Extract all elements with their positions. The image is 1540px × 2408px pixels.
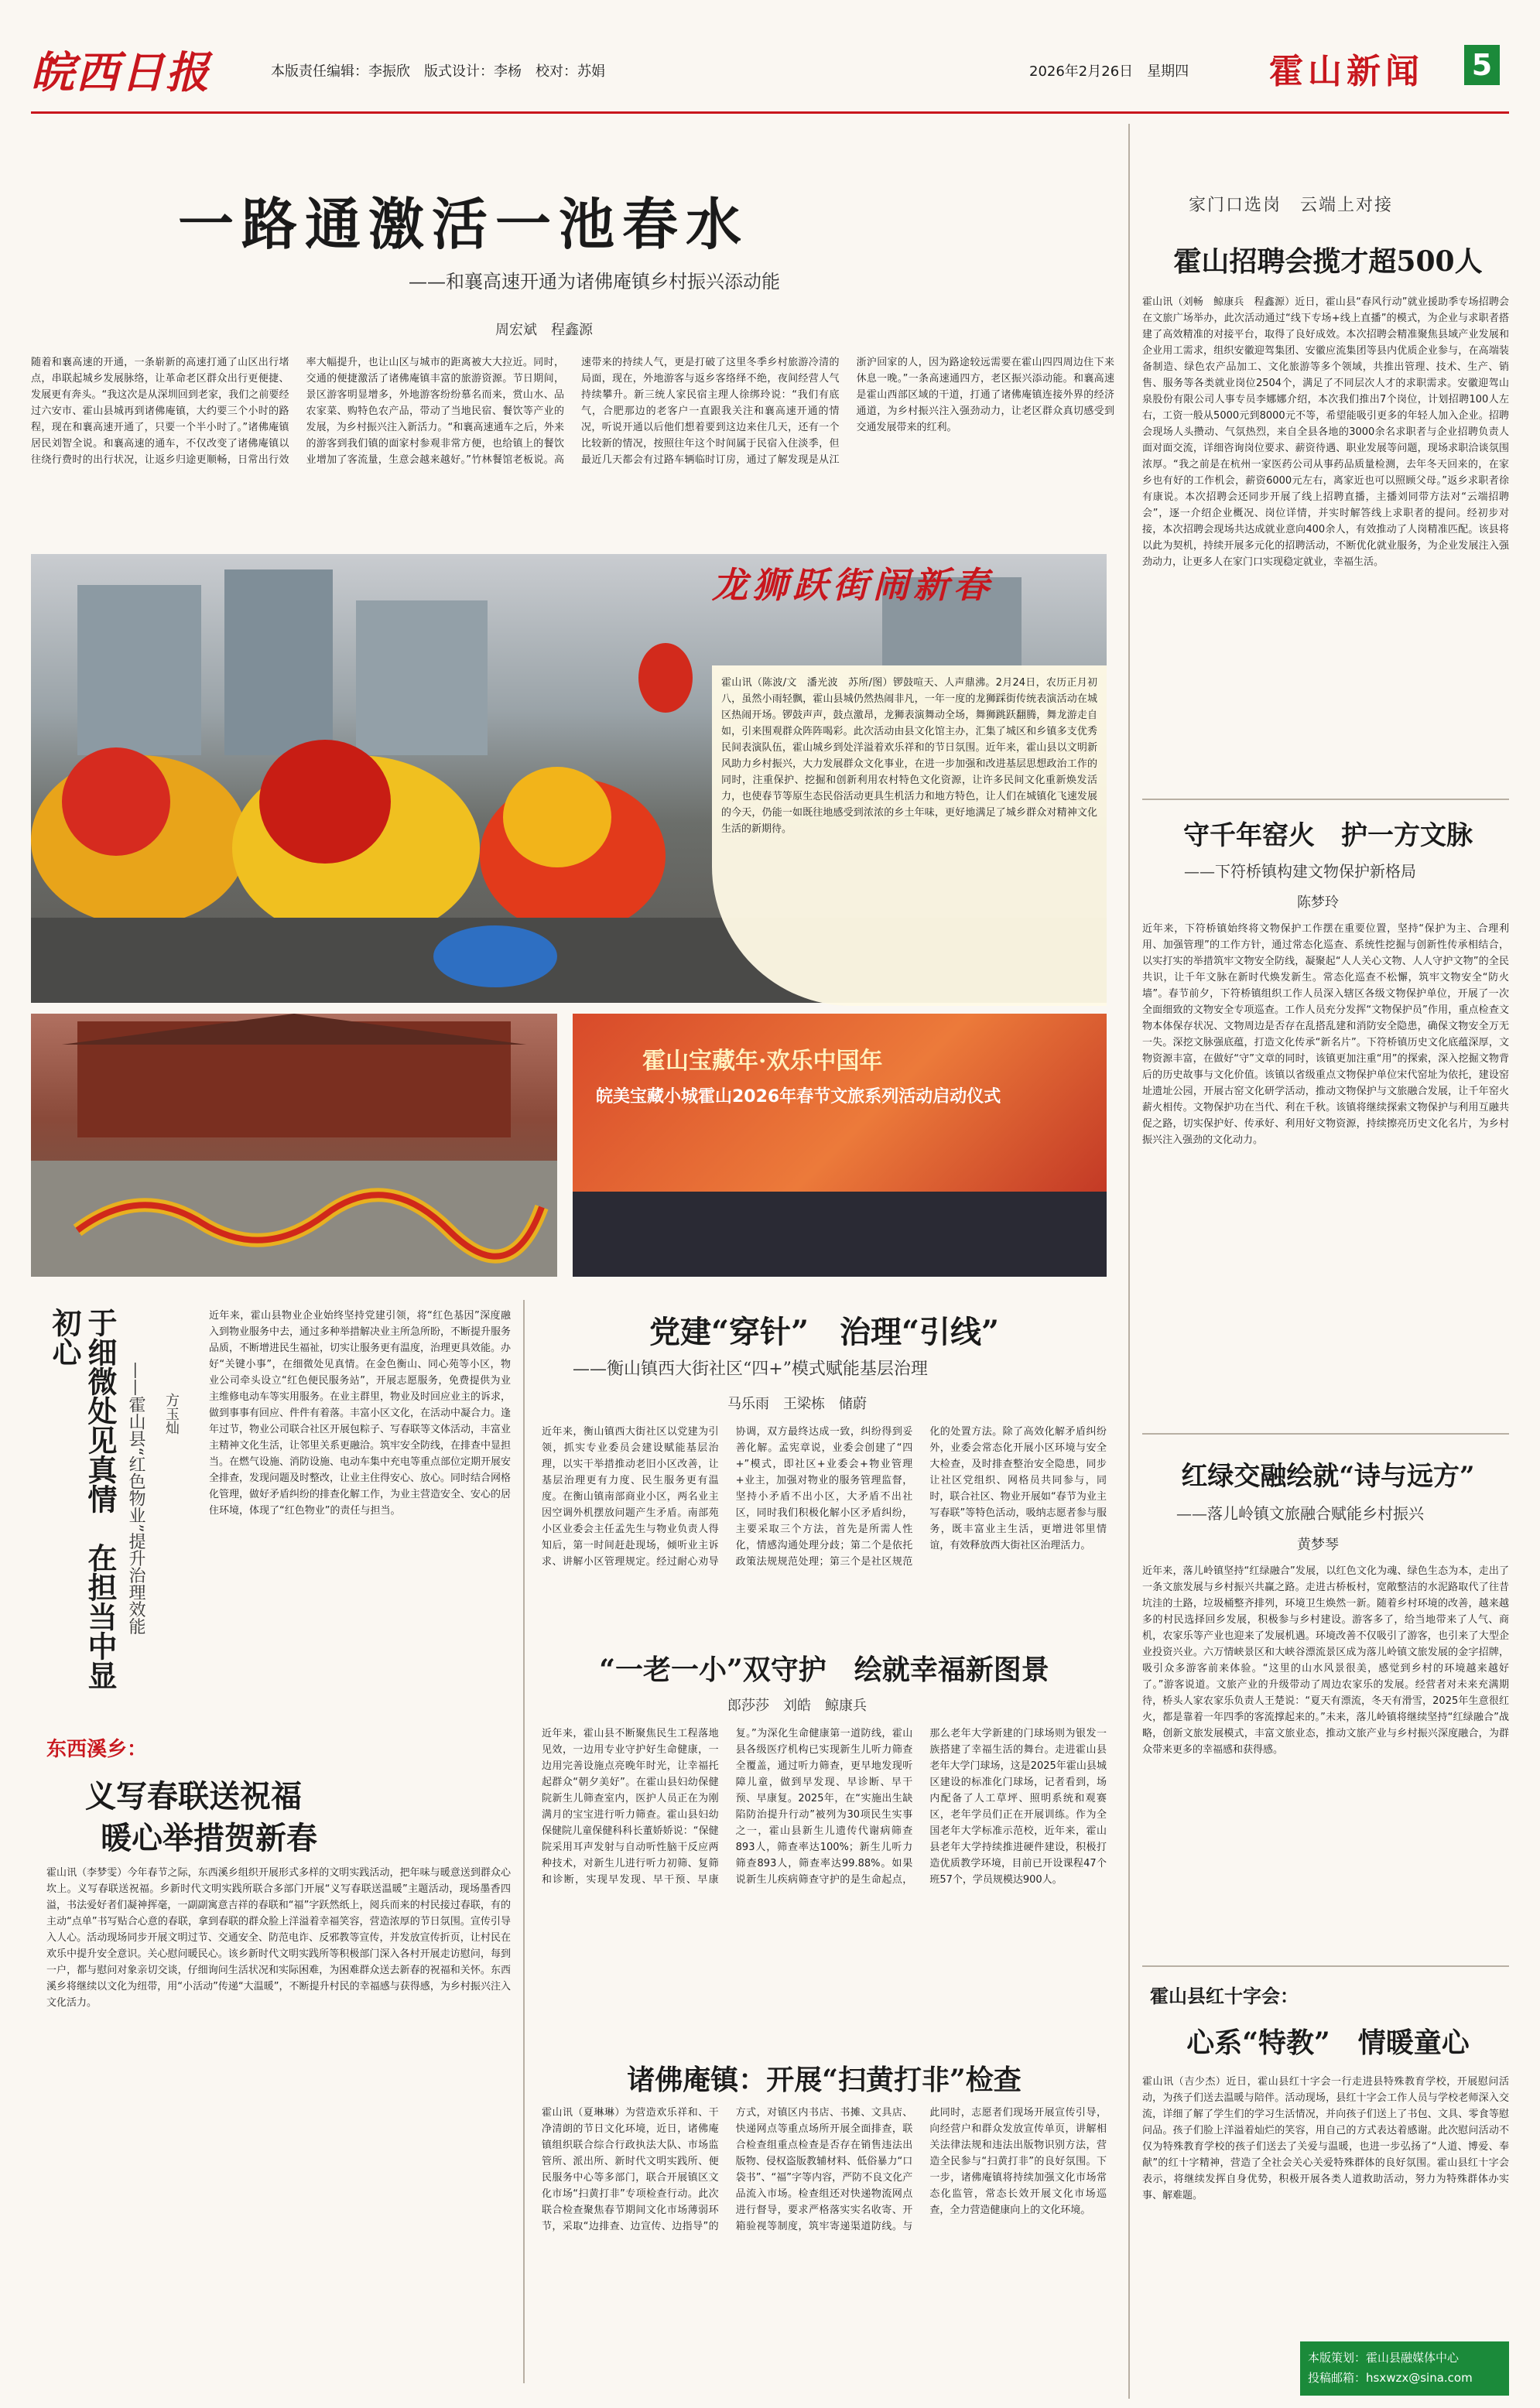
party-subtitle: ——衡山镇西大街社区“四+”模式赋能基层治理 <box>573 1360 928 1379</box>
submission-email: 投稿邮箱：hsxwzx@sina.com <box>1308 2371 1473 2385</box>
zhufoan-title: 诸佛庵镇：开展“扫黄打非”检查 <box>627 2064 1022 2096</box>
lead-subtitle: ——和襄高速开通为诸佛庵镇乡村振兴添动能 <box>409 271 780 292</box>
party-byline: 马乐雨 王梁栋 储蔚 <box>727 1396 867 1412</box>
dragon-illustration <box>31 1014 557 1277</box>
redcross-body: 霍山讯（吉少杰）近日，霍山县红十字会一行走进县特殊教育学校，开展慰问活动，为孩子们送去温暖与陪伴。活动现场，县红十字会工作人员与学校老师深入交流，详细了解了学生们的学习生活情况，并向孩子们送上了书包、文具、零食等慰问品。孩子们脸上洋溢着灿烂的笑容，用自己的方式表达着感谢。此次慰问活动不仅为特殊教育学校的孩子们送去了关爱与温暖，也进一步弘扬了“人道、博爱、奉献”的红十字精神，营造了全社会关心关爱特殊群体的良好氛围。霍山县红十字会表示，将继续发挥自身优势，积极开展各类人道救助活动，努力为特殊群体办实事、解难题。 <box>1142 2076 1509 2201</box>
property-title: 于细微处见真情 在担当中显初心 <box>47 1308 118 1690</box>
party-body: 近年来，衡山镇西大街社区以党建为引领，抓实专业委员会建设赋能基层治理，以实干举措推动老旧小区改善，让基层治理更有力度、民生服务更有温度。在衡山镇南部商业小区，两名业主因空调外机摆放问题产生矛盾。南部苑小区业委会主任孟先生与物业负责人得知后，第一时间赶赴现场，倾听业主诉求、讲解小区管理规定。经过耐心劝导协调，双方最终达成一致，纠纷得到妥善化解。孟宪章说，业委会创建了“四+”模式，即社区+业委会+物业管理+业主，加强对物业的服务管理监督，坚持小矛盾不出小区，大矛盾不出社区，同时我们积极化解小区矛盾纠纷，主要采取三个方法，首先是所需人性化，情感沟通处理分歧；第二个是依托政策法规规范处理；第三个是社区规范化的处置方法。除了高效化解矛盾纠纷外，业委会常态化开展小区环境与安全大检查，及时排查整治安全隐患，同步让社区党组织、网格员共同参与，同时，联合社区、物业开展如“春节为业主写春联”等特色活动，吸纳志愿者参与服务，既丰富业主生活，更增进邻里情谊，有效释放西大街社区治理活力。 <box>542 1426 1107 1568</box>
elder-byline: 郎莎莎 刘皓 鲸康兵 <box>727 1698 867 1714</box>
kiln-byline: 陈梦玲 <box>1297 894 1339 911</box>
lead-byline: 周宏斌 程鑫源 <box>495 322 593 338</box>
party-title: 党建“穿针” 治理“引线” <box>649 1314 1000 1350</box>
lion-title-box <box>619 557 1107 650</box>
lion-body: 霍山讯（陈波/文 潘光波 苏所/图）锣鼓喧天、人声鼎沸。2月24日，农历正月初八，虽然小雨轻飘，霍山县城仍然热闹非凡，一年一度的龙狮踩街传统表演活动在城区热闹开场。锣鼓声声，鼓点激昂，龙狮表演舞动全场，舞狮跳跃翻腾，舞龙游走自如，引来围观群众阵阵喝彩。此次活动由县文化馆主办，汇集了城区和乡镇多支优秀民间表演队伍，霍山城乡到处洋溢着欢乐祥和的节日氛围。近年来，霍山县以文明新风助力乡村振兴，大力发展群众文化事业，在进一步加强和改进基层思想政治工作的同时，注重保护、挖掘和创新利用农村特色文化资源，让许多民间文化重新焕发活力，也使春节等原生态民俗活动更具生机活力和地方特色，让人们在城镇化飞速发展的今天，仍能一如既往地感受到浓浓的乡土年味，更好地满足了城乡群众对精神文化生活的新期待。 <box>712 665 1107 1006</box>
section-divider <box>1142 1965 1509 1967</box>
kiln-subtitle: ——下符桥镇构建文物保护新格局 <box>1184 862 1416 881</box>
property-body: 近年来，霍山县物业企业始终坚持党建引领，将“红色基因”深度融入到物业服务中去，通过多种举措解决业主所急所盼，不断提升服务品质，不断增进民生福祉，切实让服务更有温度，治理更具效能。办好“关键小事”，在细微处见真情。在金色衡山、同心苑等小区，物业公司牵头设立“红色便民服务站”，开展志愿服务，免费提供为业主维修电动车等实用服务。在业主群里，物业及时回应业主的诉求，做到事事有回应、件件有着落。丰富小区文化，在活动中凝合力。逢年过节，物业公司联合社区开展包粽子、写春联等文体活动，丰富业主精神文化生活，让邻里关系更融洽。筑牢安全防线，在排查中显担当。在燃气设施、消防设施、电动车集中充电等重点部位定期开展安全排查，发现问题及时整改，让业主住得安心、放心。同时结合网格化管理，做好矛盾纠纷的排查化解工作，为业主营造安全、安心的居住环境，体现了“红色物业”的责任与担当。 <box>209 1310 511 1517</box>
dongxi-body: 霍山讯（李梦雯）今年春节之际，东西溪乡组织开展形式多样的文明实践活动，把年味与暖意送到群众心坎上。义写春联送祝福。乡新时代文明实践所联合多部门开展“义写春联送温暖”主题活动，现场墨香四溢，书法爱好者们凝神挥毫，一副副寓意吉祥的春联和“福”字跃然纸上，阅兵而来的村民接过春联，有的主动“点单”书写贴合心意的春联，拿到春联的群众脸上洋溢着幸福笑容，营造浓厚的节日氛围。宣传引导入人心。活动现场同步开展文明过节、交通安全、防范电诈、反邪教等宣传，并发放宣传折页，让村民在欢乐中提升安全意识。关心慰问暖民心。该乡新时代文明实践所等积极部门深入各村开展走访慰问，每到一户，都与慰问对象亲切交谈，仔细询问生活状况和实际困难，为困难群众送去新春的祝福和关怀。东西溪乡将继续以文化为纽带，用“小活动”传递“大温暖”，不断提升村民的幸福感与获得感，为乡村振兴注入文化活力。 <box>46 1867 511 2009</box>
zhufoan-body: 霍山讯（夏琳琳）为营造欢乐祥和、干净清朗的节日文化环境，近日，诸佛庵镇组织联合综合行政执法大队、市场监管所、派出所、新时代文明实践所、便民服务中心等多部门，联合开展镇区文化市场“扫黄打非”专项检查行动。此次联合检查聚焦春节期间文化市场薄弱环节，采取“边排查、边宣传、边指导”的方式，对镇区内书店、书摊、文具店、快递网点等重点场所开展全面排查，联合检查组重点检查是否存在销售违法出版物、侵权盗版教辅材料、低俗暴力“口袋书”、“福”字等内容，严防不良文化产品流入市场。检查组还对快递物流网点进行督导，要求严格落实实名收寄、开箱验视等制度，筑牢寄递渠道防线。与此同时，志愿者们现场开展宣传引导，向经营户和群众发放宣传单页，讲解相关法律法规和违法出版物识别方法，营造全民参与“扫黄打非”的良好氛围。下一步，诸佛庵镇将持续加强文化市场常态化监管，常态长效开展文化市场巡查，全力营造健康向上的文化环境。 <box>542 2107 1107 2232</box>
elder-body: 近年来，霍山县不断聚焦民生工程落地见效，一边用专业守护好生命健康，一边用完善设施点亮晚年时光，让幸福托起群众“朝夕美好”。在霍山县妇幼保健院新生儿筛查室内，医护人员正在为刚满月的宝宝进行听力筛查。霍山县妇幼保健院儿童保健科科长董娇娇说：“保健院采用耳声发射与自动听性脑干反应两种技术，对新生儿进行听力初筛、复筛和诊断，实现早发现、早干预、早康复。”为深化生命健康第一道防线，霍山县各级医疗机构已实现新生儿听力筛查全覆盖，通过听力筛查，更早地发现听障儿童，做到早发现、早诊断、早干预、早康复。2025年，在“实施出生缺陷防治提升行动”被列为30项民生实事之一，霍山县新生儿遗传代谢病筛查893人，筛查率达100%；新生儿听力筛查893人，筛查率达99.88%。如果说新生儿疾病筛查守护的是生命起点，那么老年大学新建的门球场则为银发一族搭建了幸福生活的舞台。走进霍山县老年大学门球场，这是2025年霍山县城区建设的标准化门球场，记者看到，场内配备了人工草坪、照明系统和观赛区，老年学员们正在开展训练。作为全国老年大学标准示范校，近年来，霍山县老年大学持续推进硬件建设，积极打造优质教学环境，目前已开设课程47个班57个，学员规模达900人。 <box>542 1728 1107 1886</box>
section-name: 霍山新闻 <box>1269 52 1424 91</box>
audience-strip <box>573 1192 1107 1277</box>
tea-subtitle: ——落儿岭镇文旅融合赋能乡村振兴 <box>1176 1504 1424 1523</box>
kiln-body: 近年来，下符桥镇始终将文物保护工作摆在重要位置，坚持“保护为主、合理利用、加强管理”的工作方针，通过常态化巡查、系统性挖掘与创新性传承相结合，以实打实的举措筑牢文物安全防线，凝聚起“人人关心文物、人人守护文物”的全民共识，让千年文脉在新时代焕发新生。常态化巡查不松懈，筑牢文物安全“防火墙”。春节前夕，下符桥镇组织工作人员深入辖区各级文物保护单位，开展了一次全面细致的文物安全专项巡查。工作人员充分发挥“文物保护员”作用，重点检查文物本体保存状况、文物周边是否存在乱搭乱建和消防安全隐患，确保文物安全万无一失。深挖文脉强底蕴，打造文化传承“新名片”。下符桥镇历史文化底蕴深厚，文物资源丰富，在做好“守”文章的同时，该镇更加注重“用”的探索，深入挖掘文物背后的历史故事与文化价值。该镇以省级重点文物保护单位宋代窑址为依托，建设窑址遗址公园，开展古窑文化研学活动，推动文物保护与文旅融合发展，让千年窑火薪火相传。文物保护功在当代、利在千秋。该镇将继续探索文物保护与利用互融共促之路，切实保护好、传承好、利用好文物资源，持续擦亮历史文化名片，为乡村振兴注入强劲的文化动力。 <box>1142 923 1509 1146</box>
masthead <box>31 34 1509 114</box>
dongxi-kicker: 东西溪乡： <box>46 1738 148 1761</box>
column-divider-left <box>523 1300 525 2383</box>
banner-line1: 霍山宝藏年·欢乐中国年 <box>642 1048 883 1075</box>
lead-title: 一路通激活一池春水 <box>178 191 750 257</box>
tea-body: 近年来，落儿岭镇坚持“红绿融合”发展，以红色文化为魂、绿色生态为本，走出了一条文旅发展与乡村振兴共赢之路。走进古桥板村，宽敞整洁的水泥路取代了往昔坑洼的土路，垃圾桶整齐排列，环境卫生焕然一新。随着乡村环境的改善，越来越多的村民选择回乡发展，积极参与乡村建设。游客多了，给当地带来了人气、商机，农家乐等产业也迎来了发展机遇。环境改善不仅吸引了游客，也引来了大型企业投资兴业。六万情峡景区和大峡谷漂流景区成为落儿岭镇文旅发展的金字招牌，吸引众多游客前来体验。“这里的山水风景很美，感觉到乡村的环境越来越好了。”游客说道。文旅产业的升级带动了周边农家乐的发展。经营者对未来充满期待，桥头人家农家乐负责人王楚说：“夏天有漂流，冬天有滑雪，2025年生意很红火，都是靠着一年四季的客流撑起来的。”未来，落儿岭镇将继续坚持“红绿融合”战略，创新文旅发展模式，丰富文旅业态，推动文旅产业与乡村振兴深度融合，为群众带来更多的幸福感和获得感。 <box>1142 1565 1509 1756</box>
dragon-dance-photo <box>31 1014 557 1277</box>
property-subtitle: ——霍山县“红色物业”提升治理效能 <box>126 1362 145 1635</box>
lead-body: 随着和襄高速的开通，一条崭新的高速打通了山区出行堵点，串联起城乡发展脉络，让革命老区群众出行更便捷、发展更有奔头。“我这次是从深圳回到老家，我们之前要经过六安市、霍山县城再到诸佛庵镇，大约要三个小时的路程，现在和襄高速开通了，只要一个半小时了。”诸佛庵镇居民刘智全说。和襄高速的通车，不仅改变了诸佛庵镇以往绕行费时的出行状况，让返乡归途更顺畅，日常出行效率大幅提升，也让山区与城市的距离被大大拉近。同时，交通的便捷激活了诸佛庵镇丰富的旅游资源。节日期间，景区游客明显增多，外地游客纷纷慕名而来，赏山水、品农家菜、购特色农产品，带动了当地民宿、餐饮等产业的发展，为乡村振兴注入新活力。“和襄高速通车之后，外来的游客到我们镇的面家村参观非常方便，也给镇上的餐饮业增加了客流量，生意会越来越好。”竹林餐馆老板说。高速带来的持续人气，更是打破了这里冬季乡村旅游冷清的局面，现在，外地游客与返乡客络绎不绝，夜间经营人气持续攀升。新三统人家民宿主理人徐绑玲说：“我们有底气，合肥那边的老客户一直跟我关注和襄高速开通的情况，听说开通以后他们想着要到这边来住几天，还有一个比较新的情况，按照往年这个时间属于民宿入住淡季，但最近几天都会有过路车辆临时订房，通过了解发现是从江浙沪回家的人，因为路途较远需要在霍山四四周边住下来休息一晚。”一条高速通四方，老区振兴添动能。和襄高速是霍山西部区域的干道，打通了诸佛庵镇连接外界的经济通道，为乡村振兴注入强劲动力，让老区群众真切感受到交通发展带来的红利。 <box>31 357 1114 466</box>
kiln-title: 守千年窑火 护一方文脉 <box>1183 820 1473 851</box>
elder-title: “一老一小”双守护 绘就幸福新图景 <box>599 1654 1049 1686</box>
recruit-kicker: 家门口选岗 云端上对接 <box>1189 196 1394 215</box>
issue-date: 2026年2月26日 星期四 <box>1029 63 1189 80</box>
property-byline: 方玉灿 <box>163 1393 180 1435</box>
page-number: 5 <box>1464 45 1500 85</box>
newspaper-logo: 皖西日报 <box>31 47 210 98</box>
recruit-body: 霍山讯（刘畅 鲸康兵 程鑫源）近日，霍山县“春风行动”就业援助季专场招聘会在文旅广场举办，此次活动通过“线下专场+线上直播”的模式，为企业与求职者搭建了高效精准的对接平台，取得了良好成效。本次招聘会精准聚焦县域产业发展和企业用工需求，组织安徽迎驾集团、安徽应流集团等县内优质企业参与，在高端装备制造、绿色农产品加工、文化旅游等多个领域，共推出管理、技术、生产、销售、服务等各类就业岗位2504个，满足了不同层次人才的求职需求。安徽迎驾山泉股份有限公司人事专员李娜娜介绍，本次我们推出7个岗位，计划招聘100人左右，工资一般从5000元到8000元不等，希望能吸引更多的年轻人加入企业。招聘会现场人头攒动、气氛热烈，来自全县各地的3000余名求职者与企业招聘负责人面对面交流，详细咨询岗位要求、薪资待遇、职业发展等问题，现场求职洽谈氛围浓厚。“我之前是在杭州一家医药公司从事药品质量检测，去年冬天回来的，在家乡也有好的工作机会，薪资6000元左右，离家近也可以照顾父母。”返乡求职者徐有康说。本次招聘会还同步开展了线上招聘直播，主播刘同带方法对“云端招聘会”，逐一介绍企业概况、岗位详情，并实时解答线上求职者的提问。经初步对接，本次招聘会现场共达成就业意向400余人，有效推动了人岗精准匹配。该县将以此为契机，持续开展多元化的招聘活动，不断优化就业服务，为企业发展注入强劲动力，让更多人在家门口实现稳定就业，幸福生活。 <box>1142 296 1509 568</box>
editor-credits: 本版责任编辑：李振欣 版式设计：李杨 校对：苏娟 <box>271 63 605 80</box>
dongxi-title-line2: 暖心举措贺新春 <box>101 1820 317 1856</box>
redcross-title: 心系“特教” 情暖童心 <box>1186 2027 1470 2059</box>
column-divider <box>1128 124 1130 2399</box>
section-divider <box>1142 1433 1509 1435</box>
banner-line2: 皖美宝藏小城霍山2026年春节文旅系列活动启动仪式 <box>596 1087 1001 1107</box>
launch-ceremony-photo <box>573 1014 1107 1277</box>
section-divider <box>1142 799 1509 800</box>
recruit-title: 霍山招聘会揽才超500人 <box>1173 245 1483 278</box>
planning-credit: 本版策划：霍山县融媒体中心 <box>1308 2351 1460 2365</box>
lion-title: 龙狮跃街闹新春 <box>712 564 994 606</box>
page-credits <box>1300 2341 1509 2396</box>
tea-title: 红绿交融绘就“诗与远方” <box>1181 1461 1475 1492</box>
tea-byline: 黄梦琴 <box>1297 1537 1339 1553</box>
redcross-kicker: 霍山县红十字会： <box>1150 1986 1299 2007</box>
dongxi-title-line1: 义写春联送祝福 <box>85 1778 302 1815</box>
